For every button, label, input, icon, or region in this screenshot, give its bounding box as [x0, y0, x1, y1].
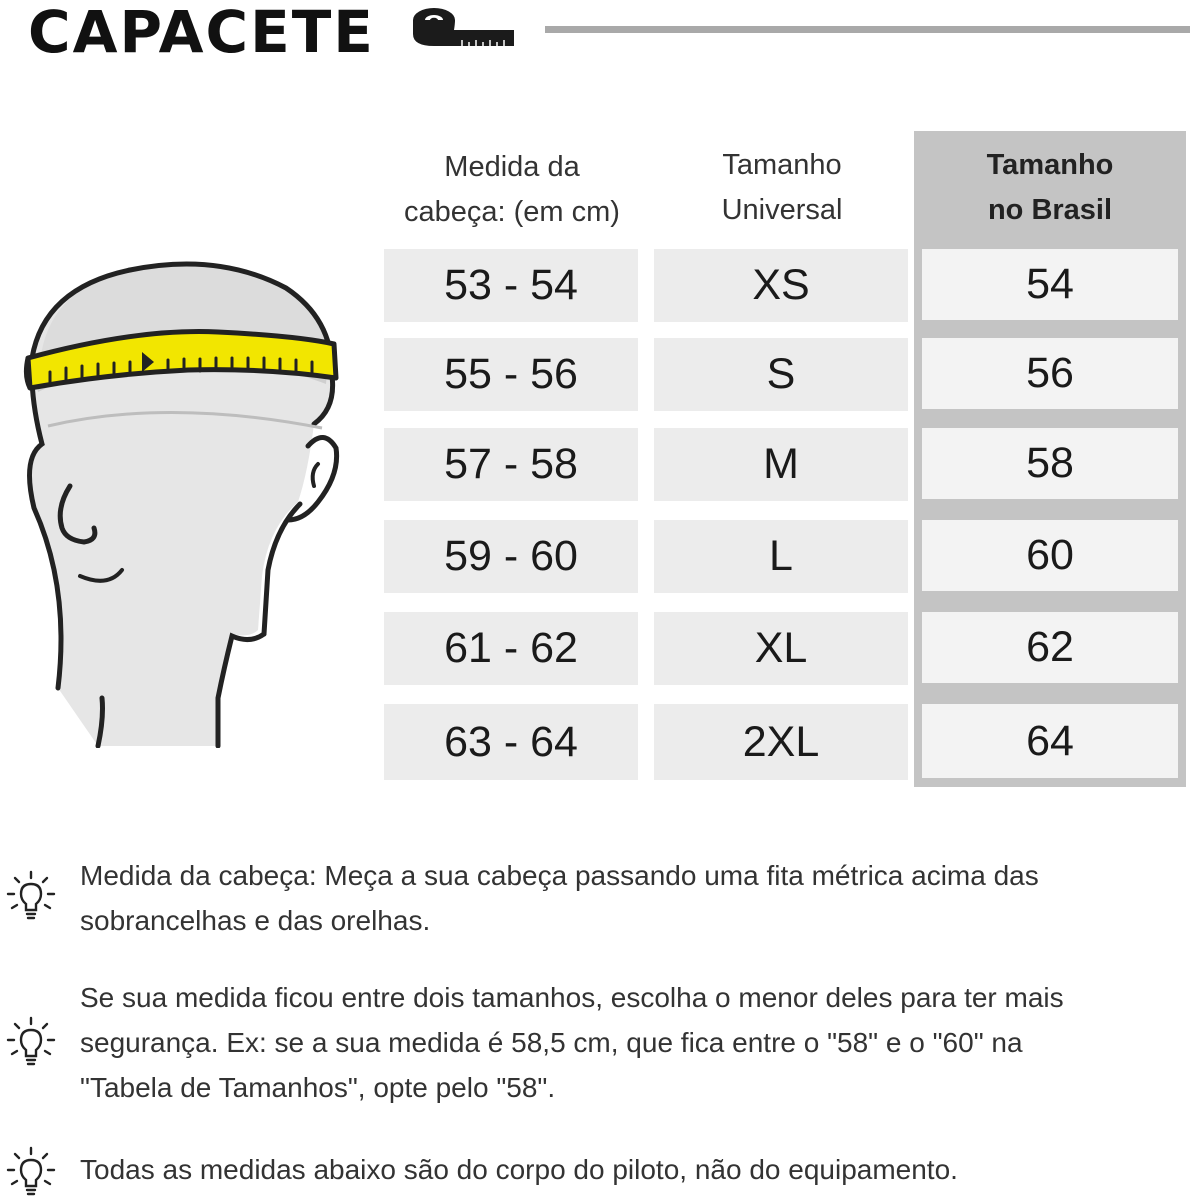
measuring-tape-icon	[410, 4, 516, 52]
cell-brazil-size: 58	[922, 428, 1178, 499]
cell-head-measure: 63 - 64	[384, 704, 638, 780]
cell-brazil-size: 62	[922, 612, 1178, 683]
cell-head-measure: 57 - 58	[384, 428, 638, 501]
cell-universal-size: M	[654, 428, 908, 501]
cell-head-measure: 59 - 60	[384, 520, 638, 593]
cell-brazil-size: 64	[922, 704, 1178, 778]
cell-universal-size: XS	[654, 249, 908, 322]
cell-universal-size: 2XL	[654, 704, 908, 780]
header-head-measure: Medida da cabeça: (em cm)	[404, 151, 620, 228]
cell-brazil-size: 60	[922, 520, 1178, 591]
title-divider	[545, 26, 1190, 33]
cell-brazil-size: 56	[922, 338, 1178, 409]
head-measurement-illustration	[18, 258, 348, 748]
tip-between-sizes: Se sua medida ficou entre dois tamanhos, escolha o menor deles para ter mais segurança. Ex: se a sua medida é 58,5 cm, que fica entre o "58" e o "60" na "Tabela de Tamanhos", opte pelo "58".	[80, 982, 1064, 1103]
header-universal-size: Tamanho Universal	[721, 149, 843, 226]
cell-universal-size: L	[654, 520, 908, 593]
cell-head-measure: 53 - 54	[384, 249, 638, 322]
lightbulb-icon	[6, 1146, 56, 1198]
page-title: CAPACETE	[28, 0, 375, 66]
lightbulb-icon	[6, 870, 56, 922]
cell-head-measure: 61 - 62	[384, 612, 638, 685]
lightbulb-icon	[6, 1016, 56, 1068]
tip-head-measure: Medida da cabeça: Meça a sua cabeça passando uma fita métrica acima das sobrancelhas e das orelhas.	[80, 860, 1039, 936]
tip-body-measurements: Todas as medidas abaixo são do corpo do piloto, não do equipamento.	[80, 1154, 958, 1185]
header-brazil-size: Tamanho no Brasil	[986, 149, 1114, 226]
cell-brazil-size: 54	[922, 249, 1178, 320]
cell-head-measure: 55 - 56	[384, 338, 638, 411]
cell-universal-size: XL	[654, 612, 908, 685]
cell-universal-size: S	[654, 338, 908, 411]
